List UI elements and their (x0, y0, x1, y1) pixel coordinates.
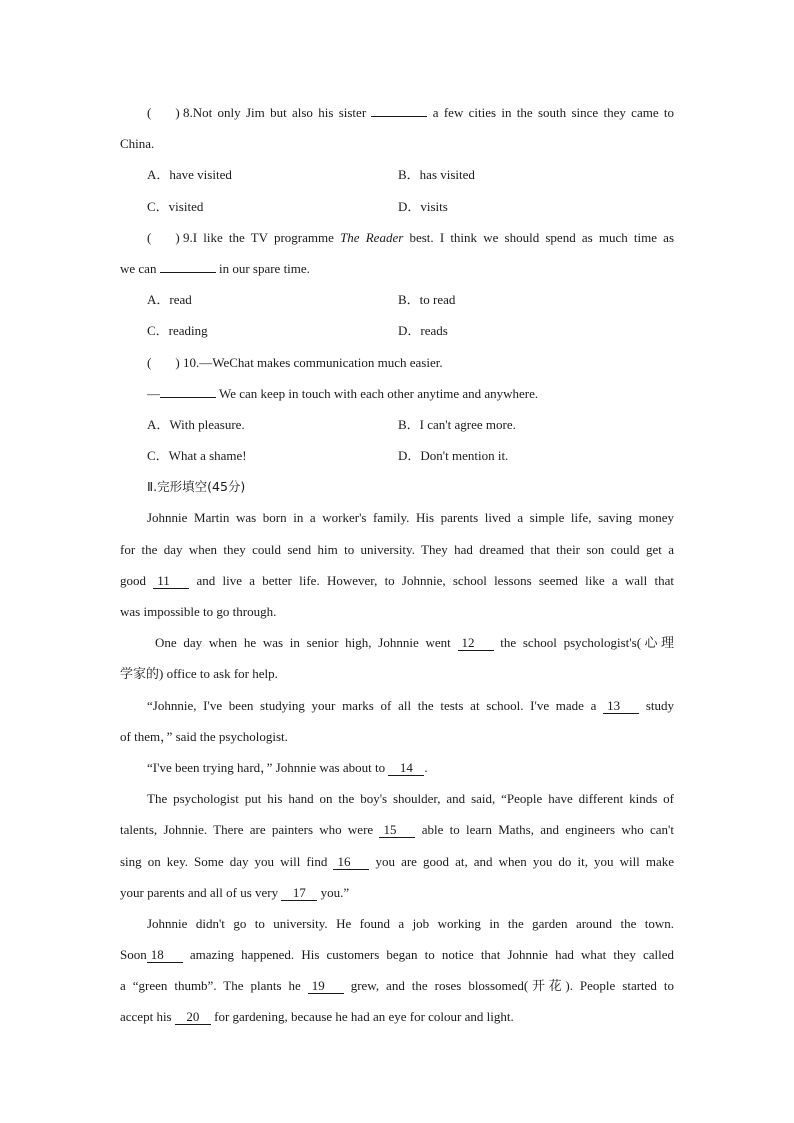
answer-paren[interactable]: ( ) (147, 229, 180, 245)
question-8-line-2: China. (120, 136, 155, 152)
option-b[interactable]: B．I can't agree more. (398, 416, 516, 432)
passage-line: 学家的) office to ask for help. (120, 666, 278, 682)
answer-paren[interactable]: ( ) (147, 354, 180, 370)
option-d[interactable]: D．Don't mention it. (398, 448, 509, 464)
passage-line: of them，” said the psychologist. (120, 728, 288, 744)
cloze-blank-11[interactable]: 11 (153, 573, 189, 589)
question-10-options-row-2 (120, 440, 674, 471)
option-a[interactable]: A．read (147, 292, 192, 308)
question-8-stem-cont: a few cities in the south since they came to (432, 105, 674, 120)
question-9-stem-cont: best. I think we should spend as much time as (409, 229, 674, 245)
question-10-line-2: — We can keep in touch with each other anytime and anywhere. (120, 378, 674, 409)
question-9-line-2: we can in our spare time. (120, 253, 674, 284)
question-9-options-row-2 (120, 315, 674, 346)
cloze-blank-14[interactable]: 14 (388, 760, 424, 776)
option-d[interactable]: D．reads (398, 323, 448, 339)
option-c[interactable]: C．reading (147, 323, 208, 339)
passage-line: was impossible to go through. (120, 604, 277, 619)
cloze-blank-19[interactable]: 19 (308, 978, 344, 994)
cloze-blank-15[interactable]: 15 (379, 822, 415, 838)
answer-paren[interactable]: ( ) (147, 105, 180, 120)
answer-blank (160, 257, 216, 273)
answer-blank (160, 382, 216, 398)
passage-line: Johnnie Martin was born in a worker's family. His parents lived a simple life, saving money (147, 510, 674, 526)
cloze-blank-16[interactable]: 16 (333, 854, 369, 870)
cloze-blank-12[interactable]: 12 (458, 635, 494, 651)
passage-line: good 11 and live a better life. However, to Johnnie, school lessons seemed like a wall that (120, 572, 674, 588)
passage-line: Soon 18 amazing happened. His customers began to notice that Johnnie had what they called (120, 947, 674, 963)
cloze-blank-17[interactable]: 17 (281, 885, 317, 901)
option-a[interactable]: A．have visited (147, 167, 232, 183)
cloze-blank-13[interactable]: 13 (603, 698, 639, 714)
question-10-line-1 (120, 347, 674, 378)
section-title: Ⅱ.完形填空(45分) (147, 479, 246, 495)
question-8-options-row-1 (120, 159, 674, 190)
question-8-line-1 (120, 97, 674, 128)
passage-line: Johnnie didn't go to university. He found a job working in the garden around the town. (147, 915, 674, 931)
question-9-stem: 9.I like the TV programme (183, 229, 334, 245)
cloze-blank-20[interactable]: 20 (175, 1009, 211, 1025)
option-b[interactable]: B．has visited (398, 167, 475, 183)
question-9-line-1 (120, 222, 674, 253)
passage-line: a “green thumb”. The plants he 19 grew, and the roses blossomed(开花). People started to (120, 978, 674, 994)
option-b[interactable]: B．to read (398, 292, 456, 308)
passage-line: The psychologist put his hand on the boy's shoulder, and said, “People have different kinds of (147, 791, 674, 807)
question-8-options-row-2 (120, 191, 674, 222)
passage-line: for the day when they could send him to university. They had dreamed that their son could get a (120, 541, 674, 557)
passage-line: sing on key. Some day you will find 16 you are good at, and when you do it, you will make (120, 853, 674, 869)
passage-line: One day when he was in senior high, Johnnie went 12 the school psychologist's(心理 (155, 635, 674, 651)
question-9-options-row-1 (120, 284, 674, 315)
programme-title: The Reader (340, 229, 404, 245)
passage-line: “Johnnie, I've been studying your marks of all the tests at school. I've made a 13 study (147, 697, 674, 713)
option-a[interactable]: A．With pleasure. (147, 416, 245, 432)
answer-blank (371, 101, 427, 117)
option-c[interactable]: C．visited (147, 198, 204, 214)
question-8-stem: 8.Not only Jim but also his sister (183, 105, 367, 120)
passage-line: accept his 20 for gardening, because he had an eye for colour and light. (120, 1009, 514, 1025)
passage-line: talents, Johnnie. There are painters who were 15 able to learn Maths, and engineers who can't (120, 822, 674, 838)
passage-line: your parents and all of us very 17 you.” (120, 884, 350, 900)
option-d[interactable]: D．visits (398, 198, 448, 214)
exam-page (120, 97, 674, 1033)
question-10-options-row-1 (120, 409, 674, 440)
question-10-stem: 10.—WeChat makes communication much easier. (183, 354, 443, 370)
passage-line: “I've been trying hard，” Johnnie was about to 14 . (147, 759, 428, 775)
option-c[interactable]: C．What a shame! (147, 448, 247, 464)
cloze-blank-18[interactable]: 18 (147, 947, 183, 963)
